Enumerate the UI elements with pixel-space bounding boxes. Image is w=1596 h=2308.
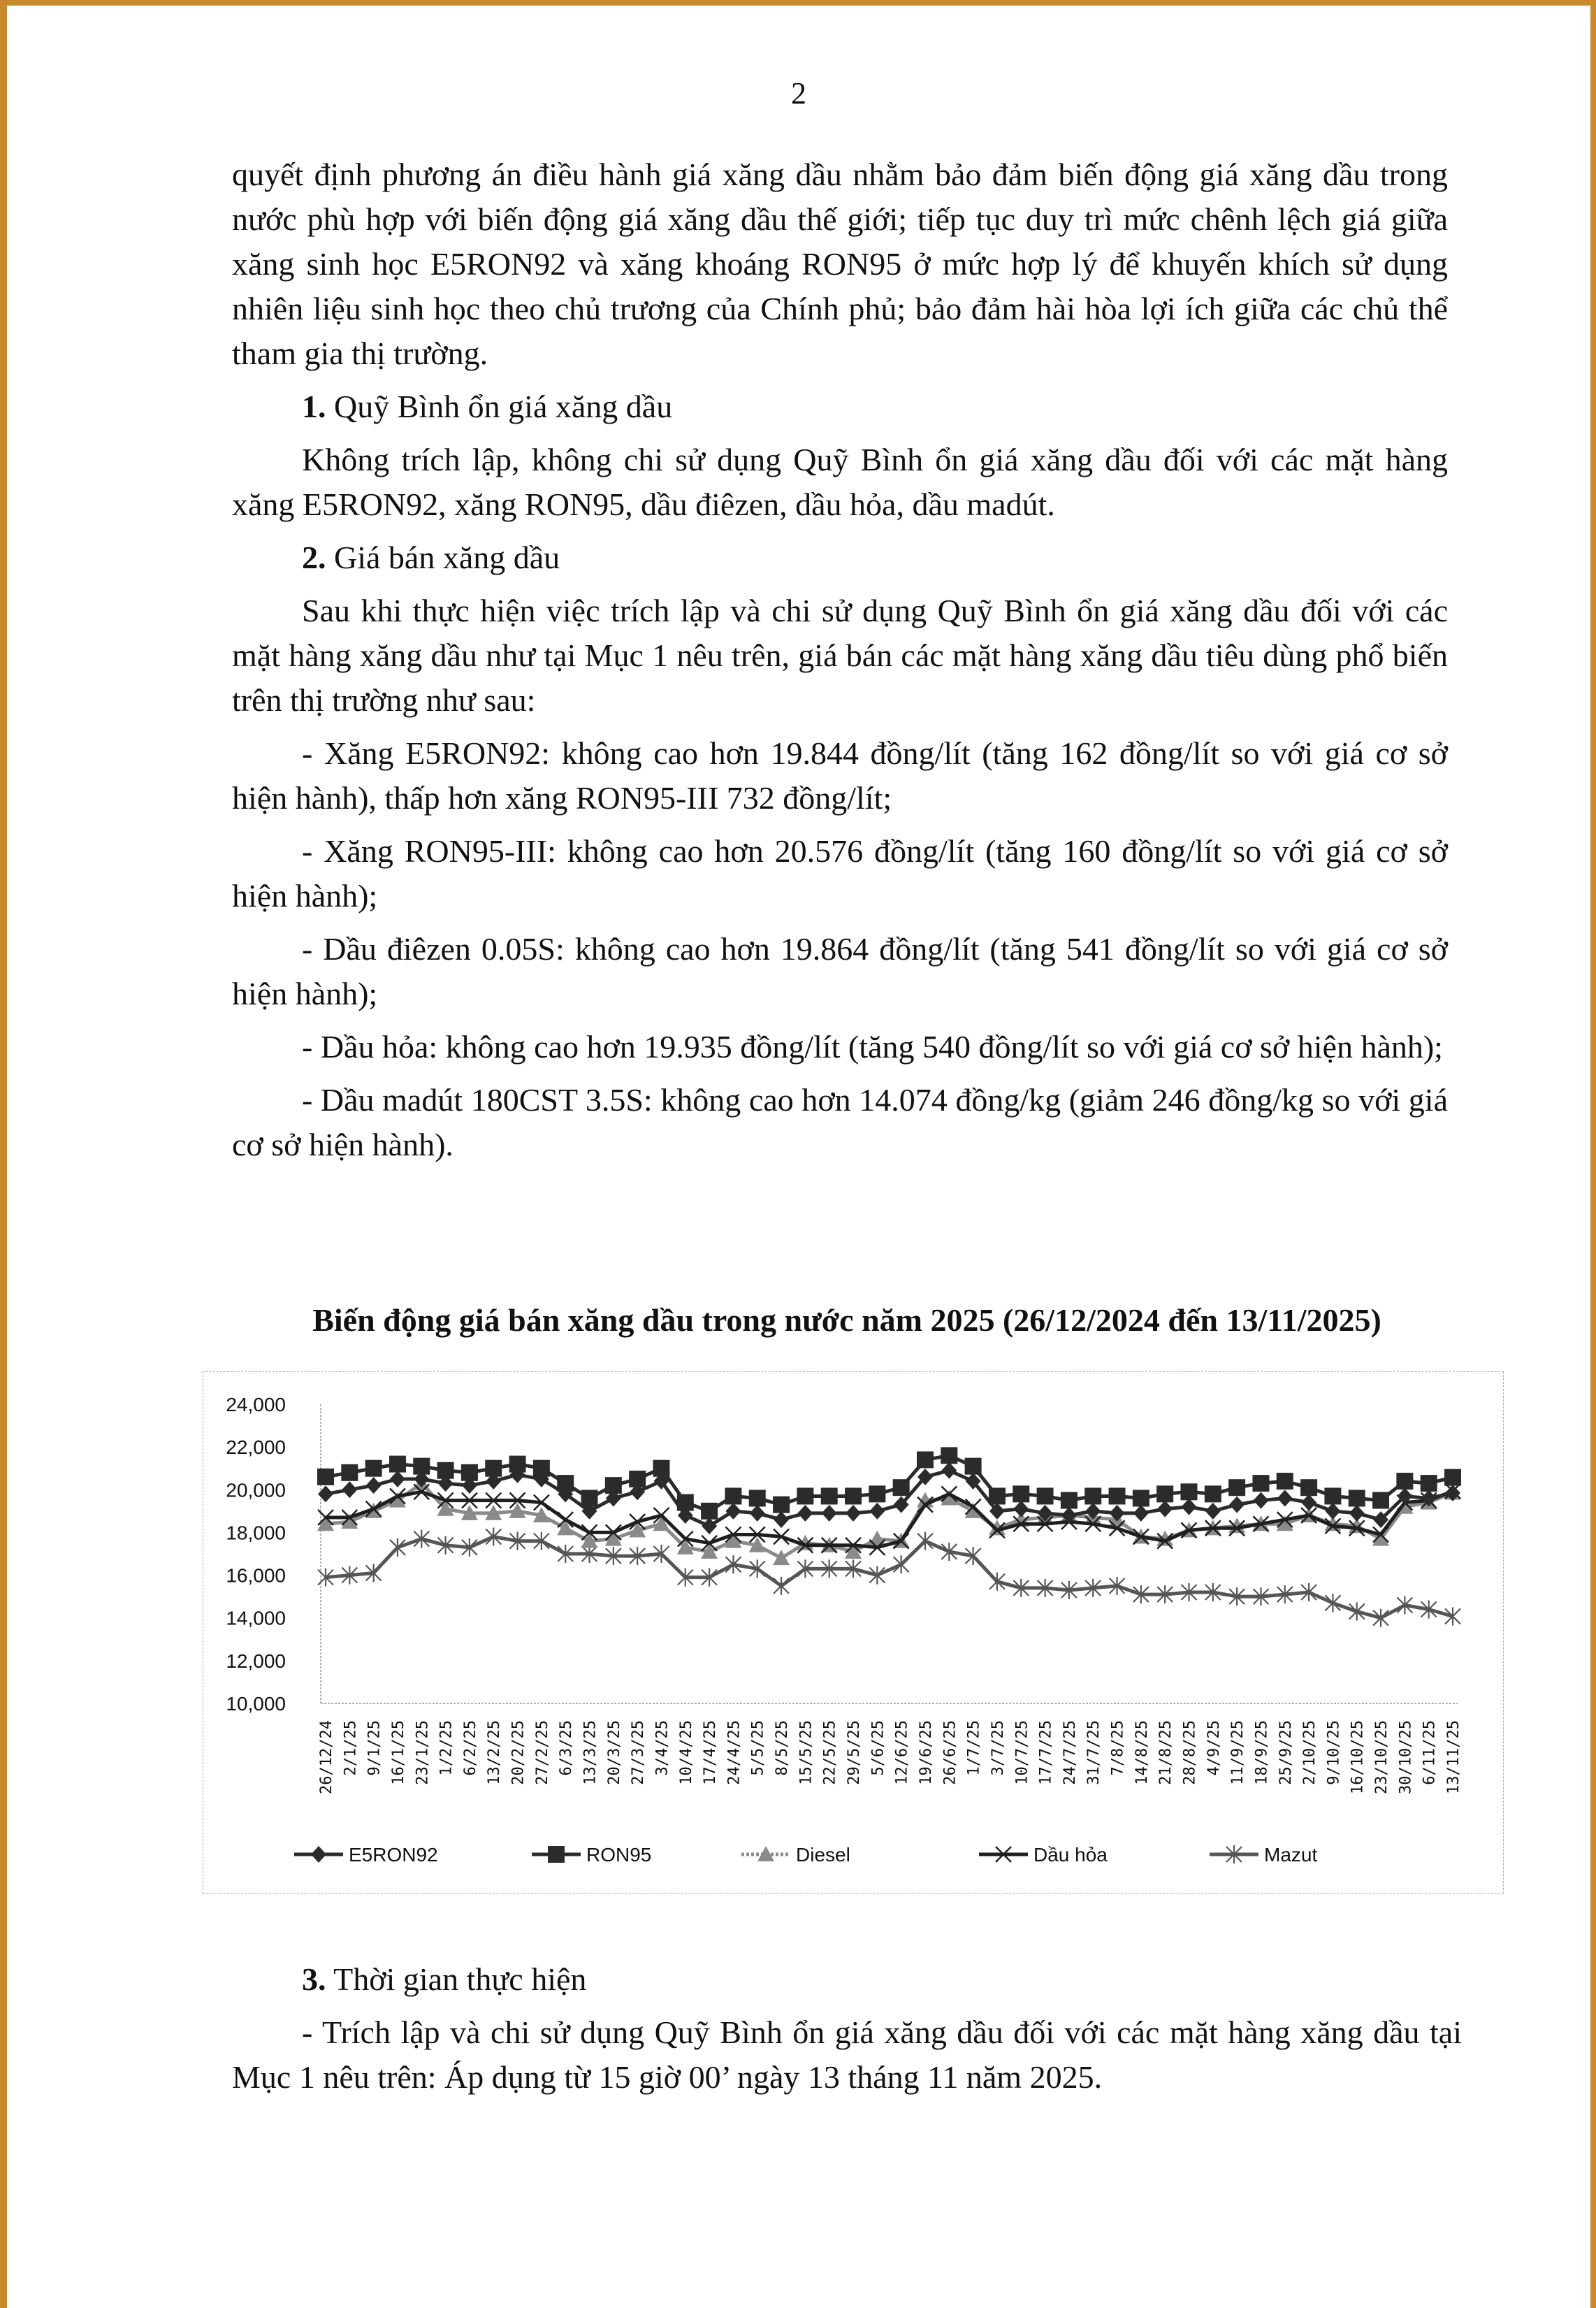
x-tick-label: 12/6/25: [893, 1720, 911, 1785]
series-line-mazut: [326, 1537, 1453, 1618]
x-tick-label: 13/2/25: [486, 1720, 504, 1785]
x-tick-label: 16/10/25: [1349, 1720, 1367, 1794]
x-tick-label: 5/6/25: [869, 1720, 887, 1776]
y-tick-label: 24,000: [226, 1394, 286, 1415]
diamond-marker: [750, 1505, 765, 1522]
square-marker: [1396, 1473, 1413, 1490]
x-tick-label: 31/7/25: [1085, 1720, 1103, 1785]
price-item-diesel: - Dầu điêzen 0.05S: không cao hơn 19.864 đồng/lít (tăng 541 đồng/lít so với giá cơ sở hiện hành);: [232, 931, 1448, 1011]
square-marker: [1109, 1487, 1126, 1504]
legend-label: Mazut: [1264, 1844, 1318, 1866]
square-marker: [773, 1496, 790, 1513]
square-marker: [1349, 1490, 1365, 1507]
price-line-chart: [203, 1372, 1503, 1893]
diamond-marker: [1301, 1494, 1316, 1511]
intro-paragraph: quyết định phương án điều hành giá xăng dầu nhằm bảo đảm biến động giá xăng dầu trong nước phù hợp với biến động giá xăng dầu thế giới; tiếp tục duy trì mức chênh lệch giá giữa xăng sinh học E5RON92 và xăng khoáng RON95 ở mức hợp lý để khuyến khích sử dụng nhiên liệu sinh học theo chủ trương của Chính phủ; bảo đảm hài hòa lợi ích giữa các chủ thể tham gia thị trường.: [232, 157, 1448, 371]
square-marker: [1444, 1469, 1461, 1486]
x-tick-label: 22/5/25: [821, 1720, 839, 1785]
square-marker: [1228, 1479, 1245, 1496]
x-tick-label: 17/7/25: [1037, 1720, 1055, 1785]
x-tick-label: 30/10/25: [1397, 1720, 1415, 1794]
diamond-marker: [342, 1481, 357, 1498]
square-marker: [1300, 1479, 1317, 1496]
y-tick-label: 22,000: [226, 1436, 286, 1459]
diamond-marker: [846, 1505, 861, 1522]
x-tick-label: 16/1/25: [389, 1720, 407, 1785]
price-item-e5ron92: - Xăng E5RON92: không cao hơn 19.844 đồng/lít (tăng 162 đồng/lít so với giá cơ sở hiện hành), thấp hơn xăng RON95-III 732 đồng/lít;: [232, 735, 1448, 816]
section-2-title: Giá bán xăng dầu: [334, 540, 560, 575]
x-tick-label: 11/9/25: [1229, 1720, 1247, 1785]
diamond-marker: [1253, 1492, 1268, 1509]
x-tick-label: 28/8/25: [1181, 1720, 1199, 1785]
square-marker: [389, 1456, 406, 1473]
section-1-title: Quỹ Bình ổn giá xăng dầu: [334, 389, 673, 424]
diamond-marker: [1157, 1501, 1173, 1517]
x-tick-label: 24/7/25: [1061, 1720, 1079, 1785]
square-marker: [845, 1487, 862, 1504]
diamond-marker: [822, 1505, 837, 1522]
x-tick-label: 9/1/25: [365, 1720, 384, 1776]
x-tick-label: 20/3/25: [605, 1720, 623, 1785]
x-tick-label: 20/2/25: [509, 1720, 528, 1785]
square-marker: [725, 1487, 741, 1504]
y-tick-label: 18,000: [226, 1522, 286, 1544]
square-marker: [1037, 1487, 1054, 1504]
x-tick-label: 6/11/25: [1421, 1720, 1439, 1785]
diamond-marker: [725, 1503, 741, 1520]
x-tick-label: 29/5/25: [846, 1720, 864, 1785]
x-tick-label: 8/5/25: [774, 1720, 792, 1776]
square-marker: [917, 1451, 934, 1468]
x-tick-label: 3/7/25: [989, 1720, 1007, 1776]
square-marker: [341, 1464, 358, 1481]
x-tick-label: 7/8/25: [1109, 1720, 1127, 1776]
star-marker: [894, 1555, 909, 1573]
square-marker: [1277, 1473, 1293, 1490]
square-marker: [629, 1471, 646, 1487]
legend-label: RON95: [586, 1844, 652, 1866]
square-marker: [869, 1485, 885, 1502]
square-marker: [1252, 1475, 1269, 1492]
y-tick-label: 16,000: [226, 1564, 286, 1587]
y-tick-label: 20,000: [226, 1479, 286, 1501]
diamond-marker: [1013, 1501, 1029, 1517]
square-marker: [1156, 1485, 1173, 1502]
x-tick-label: 9/10/25: [1325, 1720, 1343, 1785]
x-tick-label: 1/2/25: [437, 1720, 456, 1776]
square-marker: [461, 1464, 478, 1481]
square-marker: [1084, 1487, 1101, 1504]
square-marker: [485, 1460, 502, 1477]
x-tick-label: 18/9/25: [1253, 1720, 1271, 1785]
chart-title: Biến động giá bán xăng dầu trong nước năm 2025 (26/12/2024 đến 13/11/2025): [312, 1302, 1381, 1338]
diamond-marker: [797, 1505, 813, 1522]
square-marker: [1133, 1490, 1149, 1507]
section-3-number: 3.: [302, 1961, 326, 1997]
square-marker: [701, 1503, 718, 1520]
x-tick-label: 6/3/25: [558, 1720, 576, 1776]
section-2-body: Sau khi thực hiện việc trích lập và chi sử dụng Quỹ Bình ổn giá xăng dầu đối với các mặt hàng xăng dầu như tại Mục 1 nêu trên, giá bán các mặt hàng xăng dầu tiêu dùng phổ biến trên thị trường như sau:: [232, 593, 1448, 718]
square-marker: [965, 1458, 982, 1475]
diamond-marker: [869, 1503, 885, 1520]
diamond-marker: [1205, 1503, 1221, 1520]
x-tick-label: 23/1/25: [414, 1720, 432, 1785]
x-tick-label: 14/8/25: [1133, 1720, 1151, 1785]
x-tick-label: 13/11/25: [1445, 1720, 1463, 1794]
x-tick-label: 26/6/25: [941, 1720, 959, 1785]
square-marker: [557, 1475, 574, 1492]
diamond-marker: [941, 1462, 957, 1479]
x-tick-label: 19/6/25: [917, 1720, 935, 1785]
diamond-marker: [1133, 1505, 1149, 1522]
x-tick-label: 10/4/25: [677, 1720, 695, 1785]
star-marker: [390, 1538, 405, 1557]
square-marker: [941, 1447, 957, 1464]
diamond-marker: [390, 1471, 405, 1487]
x-tick-label: 21/8/25: [1157, 1720, 1175, 1785]
x-tick-label: 27/2/25: [533, 1720, 551, 1785]
star-marker: [774, 1577, 789, 1595]
square-marker: [1013, 1485, 1029, 1502]
x-tick-label: 4/9/25: [1205, 1720, 1223, 1776]
y-tick-label: 12,000: [226, 1650, 286, 1672]
star-marker: [917, 1532, 933, 1550]
x-tick-label: 24/4/25: [725, 1720, 743, 1785]
square-marker: [1061, 1492, 1078, 1509]
diamond-marker: [1229, 1496, 1245, 1513]
square-marker: [1372, 1492, 1389, 1509]
document-body: [232, 152, 1448, 1176]
diamond-marker: [311, 1846, 326, 1863]
diamond-marker: [1181, 1499, 1196, 1515]
square-marker: [413, 1458, 430, 1475]
x-tick-label: 6/2/25: [461, 1720, 479, 1776]
diamond-marker: [1349, 1505, 1365, 1522]
section-3-heading: [232, 1957, 1462, 2002]
square-marker: [548, 1846, 565, 1863]
square-marker: [749, 1490, 766, 1507]
section-1-heading: [232, 384, 1448, 429]
diamond-marker: [774, 1511, 789, 1528]
x-tick-label: 13/3/25: [581, 1720, 600, 1785]
square-marker: [365, 1460, 382, 1477]
x-tick-label: 15/5/25: [797, 1720, 815, 1785]
square-marker: [677, 1494, 694, 1511]
legend-label: E5RON92: [349, 1844, 438, 1866]
square-marker: [1180, 1483, 1197, 1500]
x-tick-label: 27/3/25: [630, 1720, 648, 1785]
triangle-marker: [773, 1550, 790, 1565]
x-tick-label: 3/4/25: [653, 1720, 672, 1776]
x-tick-label: 10/7/25: [1013, 1720, 1031, 1785]
square-marker: [653, 1460, 669, 1477]
chart-frame: [203, 1371, 1504, 1894]
diamond-marker: [1277, 1490, 1293, 1507]
square-marker: [1421, 1475, 1437, 1492]
star-marker: [1325, 1594, 1340, 1612]
square-marker: [989, 1487, 1006, 1504]
diamond-marker: [1325, 1503, 1340, 1520]
section-1-number: 1.: [302, 389, 326, 424]
square-marker: [437, 1462, 454, 1479]
x-tick-label: 25/9/25: [1277, 1720, 1295, 1785]
x-tick-label: 2/1/25: [342, 1720, 360, 1776]
diamond-marker: [702, 1517, 717, 1534]
section-2-heading: [232, 535, 1448, 580]
square-marker: [605, 1477, 622, 1494]
x-tick-label: 26/12/24: [318, 1720, 335, 1794]
legend-label: Diesel: [796, 1844, 850, 1866]
x-tick-label: 1/7/25: [965, 1720, 983, 1776]
price-item-ron95: - Xăng RON95-III: không cao hơn 20.576 đồng/lít (tăng 160 đồng/lít so với giá cơ sở hiện hành);: [232, 833, 1448, 914]
section-1-body: Không trích lập, không chi sử dụng Quỹ Bình ổn giá xăng dầu đối với các mặt hàng xăng E5RON92, xăng RON95, dầu điêzen, dầu hỏa, dầu madút.: [232, 442, 1448, 522]
square-marker: [797, 1487, 813, 1504]
diamond-marker: [366, 1477, 382, 1494]
legend-label: Dầu hỏa: [1033, 1844, 1108, 1866]
price-item-kerosene: - Dầu hỏa: không cao hơn 19.935 đồng/lít (tăng 540 đồng/lít so với giá cơ sở hiện hành);: [302, 1029, 1443, 1065]
square-marker: [1324, 1487, 1341, 1504]
section-3-body: - Trích lập và chi sử dụng Quỹ Bình ổn giá xăng dầu đối với các mặt hàng xăng dầu tại Mục 1 nêu trên: Áp dụng từ 15 giờ 00’ ngày 13 tháng 11 năm 2025.: [232, 2014, 1462, 2095]
square-marker: [1205, 1485, 1221, 1502]
square-marker: [821, 1487, 838, 1504]
square-marker: [581, 1490, 598, 1507]
page-number: 2: [791, 76, 806, 110]
x-tick-label: 23/10/25: [1373, 1720, 1391, 1794]
section-3-title: Thời gian thực hiện: [333, 1961, 587, 1997]
square-marker: [509, 1456, 526, 1473]
x-tick-label: 17/4/25: [702, 1720, 720, 1785]
section-3: [232, 1957, 1462, 2108]
price-item-mazut: - Dầu madút 180CST 3.5S: không cao hơn 14.074 đồng/kg (giảm 246 đồng/kg so với giá cơ sở hiện hành).: [232, 1082, 1448, 1162]
square-marker: [317, 1469, 334, 1485]
x-tick-label: 5/5/25: [749, 1720, 767, 1776]
square-marker: [533, 1460, 550, 1477]
square-marker: [893, 1479, 910, 1496]
x-tick-label: 2/10/25: [1301, 1720, 1319, 1785]
y-tick-label: 10,000: [226, 1693, 286, 1715]
y-tick-label: 14,000: [226, 1607, 286, 1629]
section-2-number: 2.: [302, 540, 326, 575]
